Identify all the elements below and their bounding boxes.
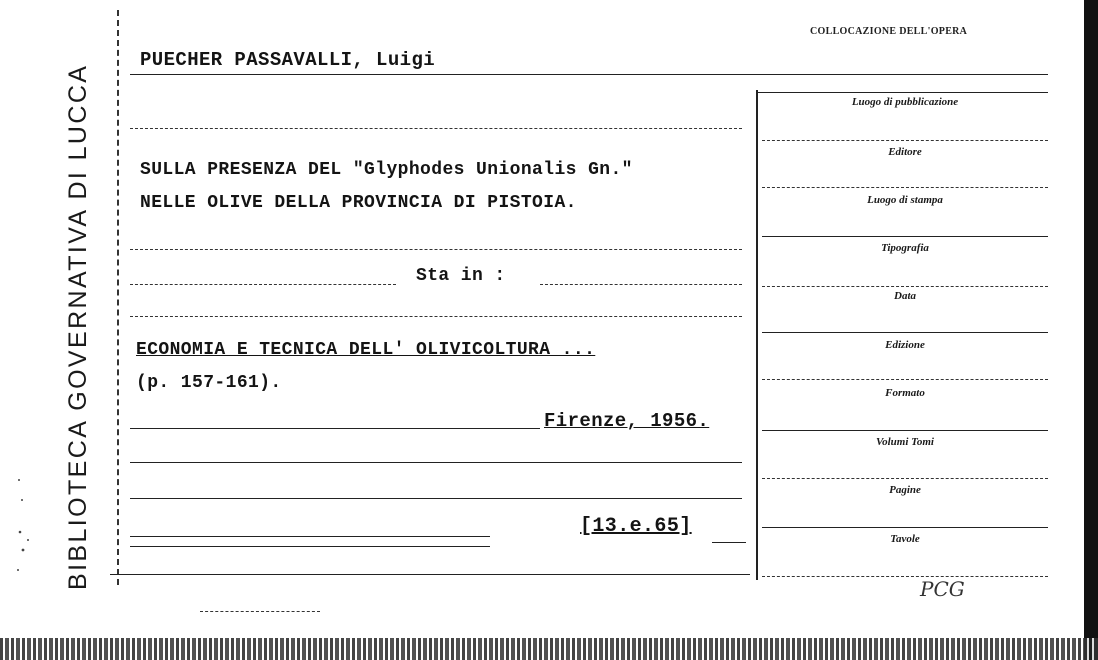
scan-edge-right	[1084, 0, 1098, 660]
field-data: Data	[894, 290, 916, 302]
rule-line	[130, 316, 742, 317]
right-rule	[762, 478, 1048, 479]
field-formato: Formato	[885, 387, 925, 399]
field-volumi-tomi: Volumi Tomi	[876, 436, 934, 448]
field-luogo-pubblicazione: Luogo di pubblicazione	[851, 96, 959, 108]
source-line-1: ECONOMIA E TECNICA DELL' OLIVICOLTURA ...	[136, 340, 596, 360]
sta-in-label: Sta in :	[416, 266, 506, 286]
rule-line	[200, 611, 320, 612]
rule-line	[540, 284, 742, 285]
right-column-border	[756, 90, 758, 580]
right-rule	[762, 379, 1048, 380]
right-rule	[762, 140, 1048, 141]
right-rule	[762, 527, 1048, 528]
rule-line	[130, 128, 742, 129]
right-rule	[762, 236, 1048, 237]
rule-line	[130, 462, 742, 463]
title-line-1: SULLA PRESENZA DEL "Glyphodes Unionalis Gn."	[140, 160, 633, 180]
card-left-border	[117, 10, 122, 585]
shelfmark: [13.e.65]	[580, 515, 692, 538]
right-rule	[762, 430, 1048, 431]
place-date: Firenze, 1956.	[544, 410, 710, 432]
rule-line	[712, 542, 746, 543]
rule-line	[130, 284, 396, 285]
source-line-2: (p. 157-161).	[136, 373, 282, 393]
author: PUECHER PASSAVALLI, Luigi	[140, 49, 436, 71]
right-rule	[762, 332, 1048, 333]
field-tipografia: Tipografia	[881, 242, 929, 254]
rule-line	[130, 74, 1048, 75]
rule-line	[130, 498, 742, 499]
rule-line	[110, 574, 750, 575]
field-pagine: Pagine	[889, 484, 921, 496]
handwritten-note: PCG	[920, 577, 965, 601]
scan-edge-bottom	[0, 638, 1098, 660]
rule-line	[130, 428, 540, 429]
title-line-2: NELLE OLIVE DELLA PROVINCIA DI PISTOIA.	[140, 193, 577, 213]
field-edizione: Edizione	[885, 339, 925, 351]
right-rule	[762, 187, 1048, 188]
field-luogo-stampa: Luogo di stampa	[867, 194, 943, 206]
right-rule	[762, 576, 1048, 577]
right-rule	[762, 286, 1048, 287]
field-tavole: Tavole	[890, 533, 920, 545]
scan-specks	[14, 470, 34, 590]
field-editore: Editore	[888, 146, 922, 158]
library-stamp: BIBLIOTECA GOVERNATIVA DI LUCCA	[64, 63, 92, 590]
collocation-header: COLLOCAZIONE DELL'OPERA	[810, 26, 968, 37]
rule-line	[130, 546, 490, 547]
rule-line	[130, 536, 490, 537]
rule-line	[130, 249, 742, 250]
right-rule	[756, 92, 1048, 93]
